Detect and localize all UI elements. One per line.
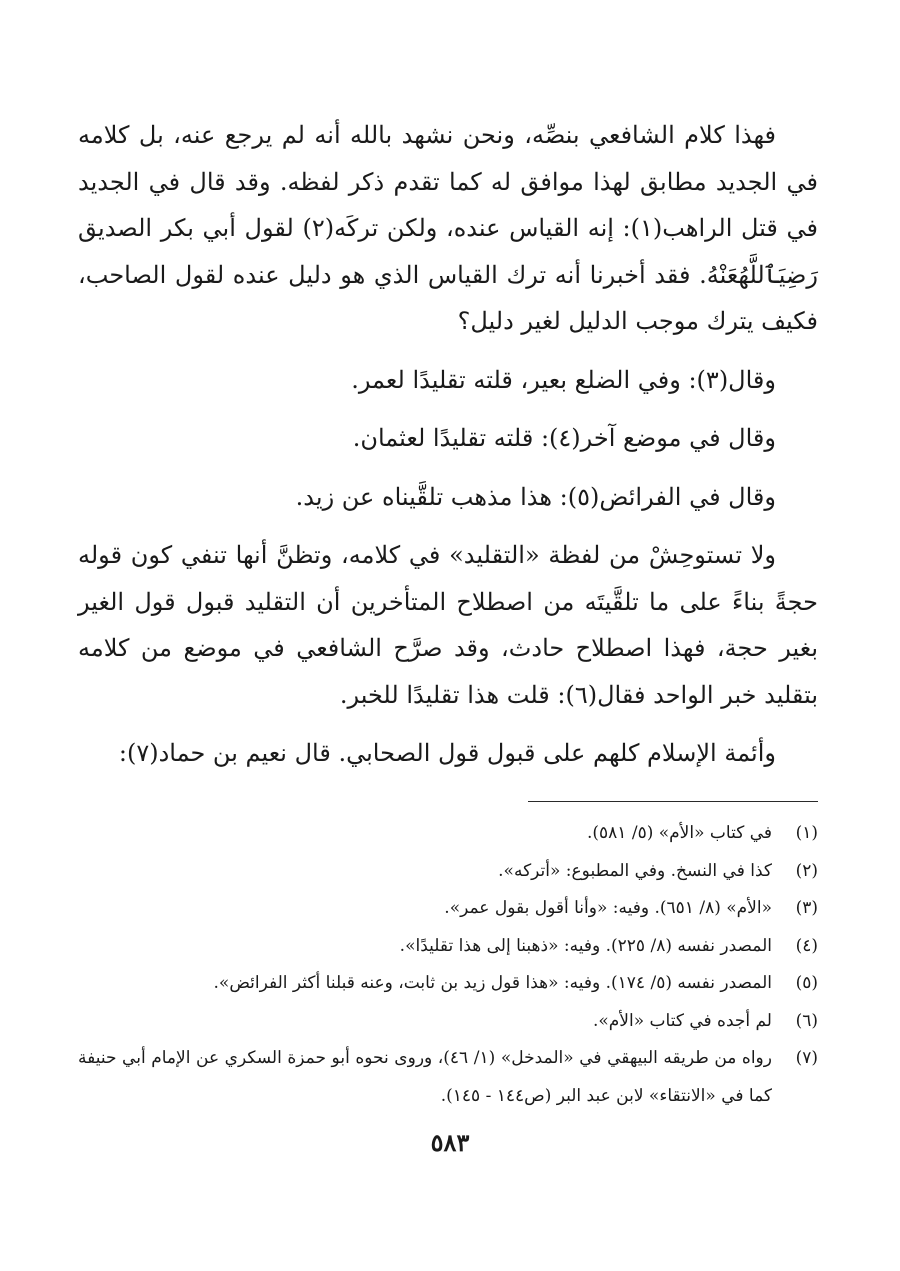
page-number: ٥٨٣: [430, 1128, 470, 1157]
footnote-item: [78, 1040, 818, 1115]
footnote-text: في كتاب «الأم» (٥/ ٥٨١).: [586, 823, 772, 843]
footnote-text: «الأم» (٨/ ٦٥١). وفيه: «وأنا أقول بقول عمر».: [444, 898, 772, 918]
footnote-divider: [528, 801, 818, 802]
footnote-number: (٦): [795, 1010, 818, 1031]
footnote-number: (٢): [795, 860, 818, 881]
footnote-text: لم أجده في كتاب «الأم».: [592, 1010, 772, 1031]
footnote-text: رواه من طريقه البيهقي في «المدخل» (١/ ٤٦)، وروى نحوه أبو حمزة السكري عن الإمام أبي حنيفة كما في «الانتقاء» لابن عبد البر (ص١٤٤ - ١٤٥).: [78, 1048, 772, 1106]
footnote-text: المصدر نفسه (٥/ ١٧٤). وفيه: «هذا قول زيد بن ثابت، وعنه قبلنا أكثر الفرائض».: [213, 973, 772, 993]
footnote-item: [78, 815, 818, 853]
footnote-number: (٧): [795, 1048, 818, 1068]
footnote-number: (١): [795, 823, 818, 843]
footnote-number: (٣): [795, 898, 818, 918]
footnote-item: [78, 890, 818, 928]
footnote-number: (٤): [795, 935, 818, 956]
paragraph-5: ولا تستوحِشْ من لفظة «التقليد» في كلامه، وتظنَّ أنها تنفي كون قوله حجةً بناءً على ما تلقَّيتَه من اصطلاح المتأخرين أن التقليد قبول قول الغير بغير حجة، فهذا اصطلاح حادث، وقد صرَّح الشافعي في موضع من كلامه بتقليد خبر الواحد فقال(٦): قلت هذا تقليدًا للخبر.: [78, 541, 818, 709]
footnotes: [78, 815, 818, 1115]
main-text: [78, 112, 818, 777]
paragraph-4: وقال في الفرائض(٥): هذا مذهب تلقَّيناه عن زيد.: [295, 482, 776, 511]
footnote-text: المصدر نفسه (٨/ ٢٢٥). وفيه: «ذهبنا إلى هذا تقليدًا».: [399, 935, 772, 956]
footnote-text: كذا في النسخ. وفي المطبوع: «أتركه».: [498, 860, 772, 881]
footnote-item: [78, 965, 818, 1003]
paragraph-2: وقال(٣): وفي الضلع بعير، قلته تقليدًا لعمر.: [351, 365, 776, 394]
paragraph-1: فهذا كلام الشافعي بنصِّه، ونحن نشهد بالله أنه لم يرجع عنه، بل كلامه في الجديد مطابق لهذا موافق له كما تقدم ذكر لفظه. وقد قال في الجديد في قتل الراهب(١): إنه القياس عنده، ولكن تركَه(٢) لقول أبي بكر الصديق رَضِيَٱللَّهُعَنْهُ. فقد أخبرنا أنه ترك القياس الذي هو دليل عنده لقول الصاحب، فكيف يترك موجب الدليل لغير دليل؟: [78, 121, 819, 335]
footnote-number: (٥): [795, 973, 818, 993]
paragraph-3: وقال في موضع آخر(٤): قلته تقليدًا لعثمان.: [352, 424, 776, 452]
footnote-item: [78, 853, 818, 891]
footnote-item: [78, 928, 818, 966]
footnote-item: [78, 1003, 818, 1041]
paragraph-6: وأئمة الإسلام كلهم على قبول قول الصحابي. قال نعيم بن حماد(٧):: [118, 739, 776, 767]
